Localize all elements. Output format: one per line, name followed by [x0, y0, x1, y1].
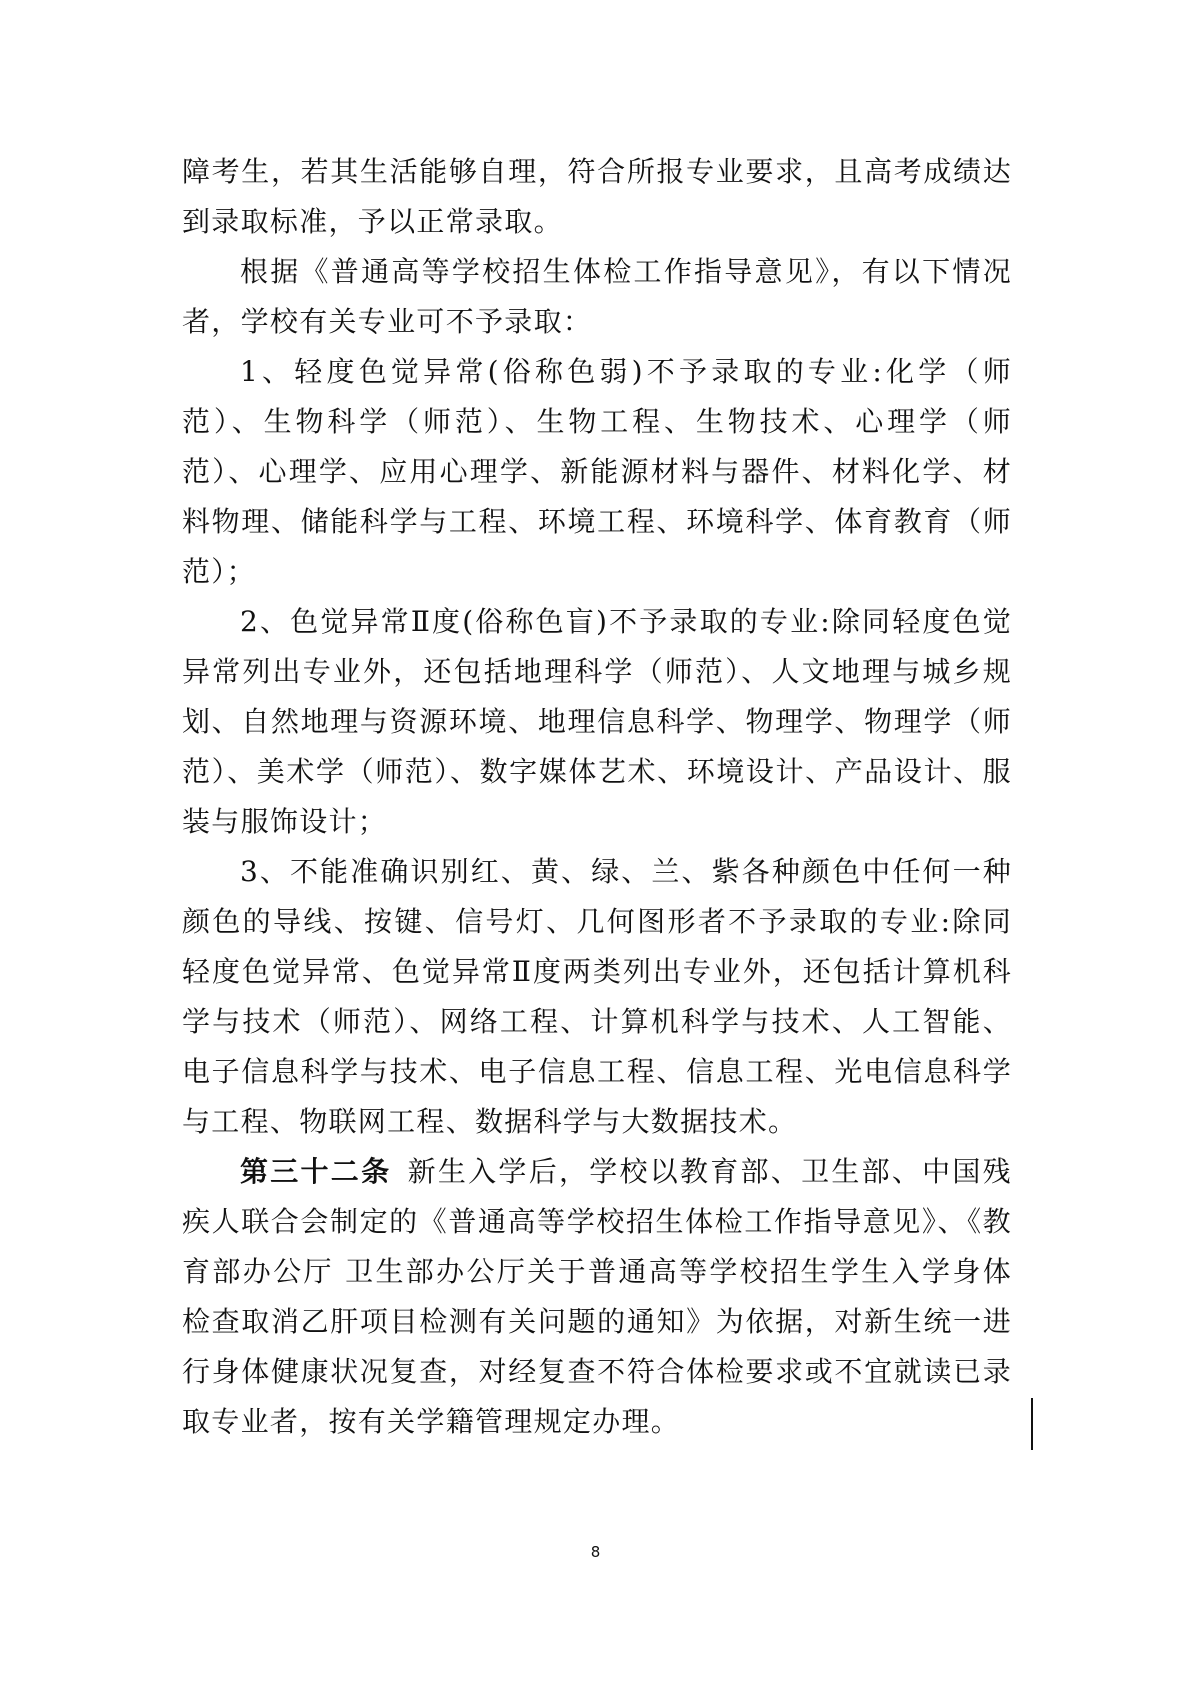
page-number: 8	[590, 1543, 601, 1561]
paragraph-article-32	[182, 1147, 1012, 1447]
paragraph-item-3: 3、不能准确识别红、黄、绿、兰、紫各种颜色中任何一种颜色的导线、按键、信号灯、几何图形者不予录取的专业:除同轻度色觉异常、色觉异常Ⅱ度两类列出专业外，还包括计算机科学与技术（师范）、网络工程、计算机科学与技术、人工智能、电子信息科学与技术、电子信息工程、信息工程、光电信息科学与工程、物联网工程、数据科学与大数据技术。	[182, 855, 1012, 1138]
article-body: 新生入学后，学校以教育部、卫生部、中国残疾人联合会制定的《普通高等学校招生体检工作指导意见》、《教育部办公厅 卫生部办公厅关于普通高等学校招生学生入学身体检查取消乙肝项目检测有关问题的通知》为依据，对新生统一进行身体健康状况复查，对经复查不符合体检要求或不宜就读已录取专业者，按有关学籍管理规定办理。	[182, 1155, 1012, 1438]
paragraph-exclusion-intro: 根据《普通高等学校招生体检工作指导意见》，有以下情况者，学校有关专业可不予录取：	[182, 255, 1012, 338]
margin-rule-line	[1031, 1398, 1033, 1450]
paragraph-item-2: 2、色觉异常Ⅱ度(俗称色盲)不予录取的专业:除同轻度色觉异常列出专业外，还包括地理科学（师范）、人文地理与城乡规划、自然地理与资源环境、地理信息科学、物理学、物理学（师范）、美术学（师范）、数字媒体艺术、环境设计、产品设计、服装与服饰设计；	[182, 605, 1012, 838]
paragraph-continuation: 障考生，若其生活能够自理，符合所报专业要求，且高考成绩达到录取标准，予以正常录取。	[182, 155, 1012, 238]
paragraph-item-1: 1、轻度色觉异常(俗称色弱)不予录取的专业:化学（师范）、生物科学（师范）、生物工程、生物技术、心理学（师范）、心理学、应用心理学、新能源材料与器件、材料化学、材料物理、储能科学与工程、环境工程、环境科学、体育教育（师范）；	[182, 355, 1012, 588]
body-text	[182, 147, 1012, 1447]
article-title: 第三十二条	[240, 1155, 392, 1188]
